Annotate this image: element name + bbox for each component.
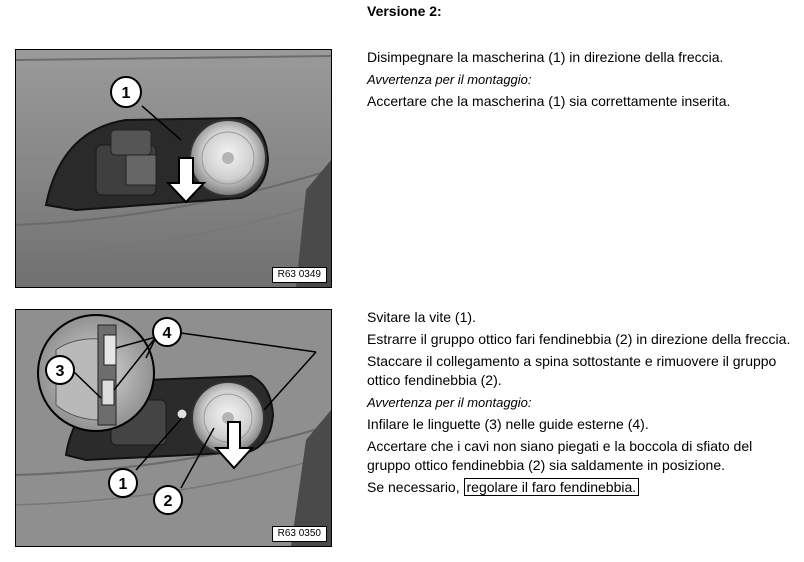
step-text: Estrarre il gruppo ottico fari fendinebbia (2) in direzione della freccia. (367, 331, 791, 347)
step-text: Accertare che la mascherina (1) sia correttamente inserita. (367, 93, 731, 109)
step-prefix: Se necessario, (367, 479, 464, 495)
figure-reference: R63 0350 (272, 526, 327, 542)
callout-number: 1 (121, 85, 131, 102)
callout-number: 4 (162, 325, 172, 342)
adjust-fog-light-link[interactable]: regolare il faro fendinebbia. (464, 478, 640, 496)
fog-light-removal-illustration (16, 310, 331, 546)
step-text: Staccare il collegamento a spina sottostante e rimuovere il gruppo ottico fendinebbia (2). (367, 353, 777, 388)
fog-light-trim-illustration (16, 50, 331, 287)
figure-reference: R63 0349 (272, 267, 327, 283)
note-title: Avvertenza per il montaggio: (367, 72, 532, 87)
figure-fog-light-removal (15, 309, 332, 547)
note-title: Avvertenza per il montaggio: (367, 395, 532, 410)
callout-number: 3 (55, 363, 65, 380)
step-text: Infilare le linguette (3) nelle guide esterne (4). (367, 416, 649, 432)
callout-number: 1 (118, 476, 128, 493)
step-text-with-link (367, 478, 792, 497)
instructions-section-1 (367, 48, 792, 114)
instructions-section-2 (367, 308, 792, 500)
page-title: Versione 2: (367, 3, 442, 19)
callout-number: 2 (163, 493, 173, 510)
step-text: Accertare che i cavi non siano piegati e la boccola di sfiato del gruppo ottico fendinebbia (2) sia saldamente in posizione. (367, 438, 753, 473)
step-text: Disimpegnare la mascherina (1) in direzione della freccia. (367, 49, 724, 65)
step-text: Svitare la vite (1). (367, 309, 476, 325)
figure-fog-light-trim (15, 49, 332, 288)
